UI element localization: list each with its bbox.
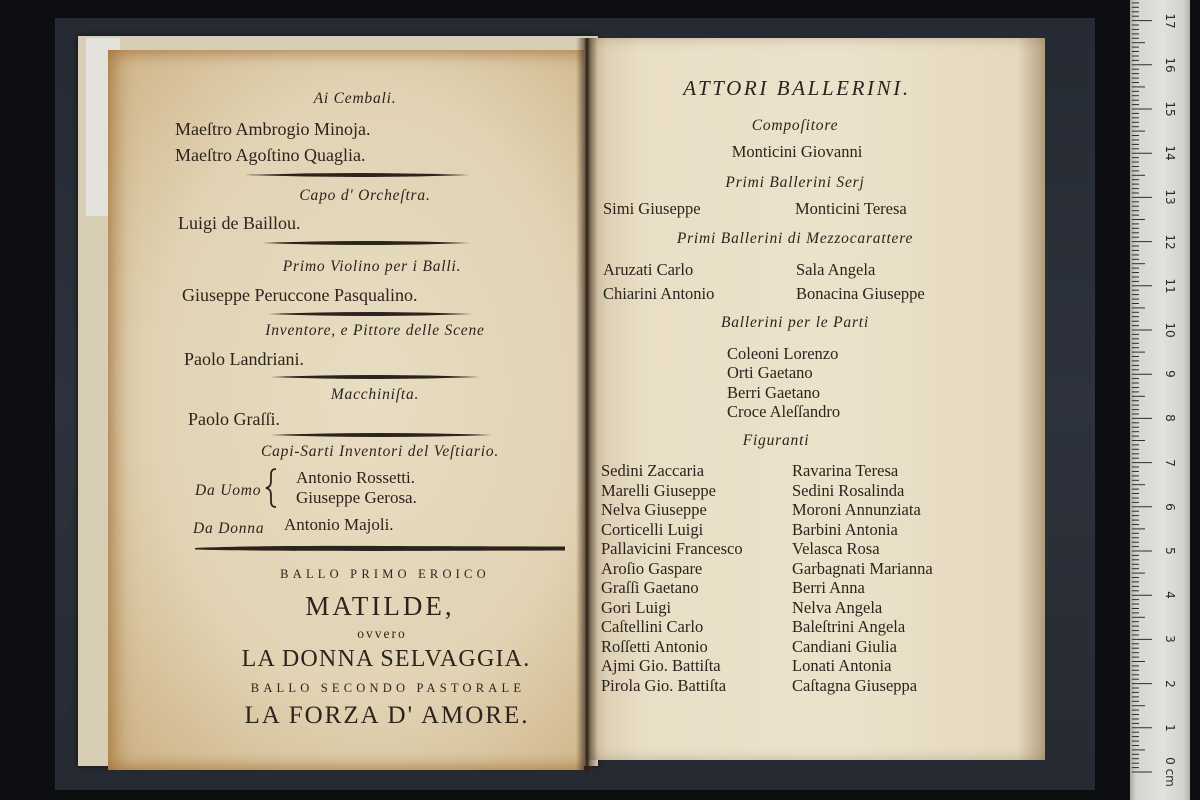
cembali-name: Maeſtro Ambrogio Minoja. [175,119,371,139]
ballo-primo-subtitle: LA DONNA SELVAGGIA. [241,646,531,672]
ballo-secondo-title: LA FORZA D' AMORE. [244,702,530,729]
figurante-name: Caſtellini Carlo [601,617,704,636]
vestiario-uomo-label: Da Uomo [195,482,262,499]
ballo-primo-kind: BALLO PRIMO EROICO [280,567,490,581]
cembali-name: Maeſtro Agoſtino Quaglia. [175,145,366,165]
figurante-name: Nelva Giuseppe [601,500,707,519]
page-title: ATTORI BALLERINI. [683,76,911,100]
figurante-name: Ajmi Gio. Battiſta [601,656,721,675]
ruler-label: 3 [1163,635,1177,644]
dancer-name: Croce Aleſſandro [727,401,841,421]
figurante-name: Lonati Antonia [792,656,892,675]
heavy-rule [195,543,565,553]
figurante-name: Pirola Gio. Battiſta [601,675,727,695]
figurante-name: Nelva Angela [792,597,883,617]
swelled-rule [268,309,472,319]
cembali-heading: Ai Cembali. [313,90,397,107]
ruler-ticks [1130,0,1190,800]
compositore-name: Monticini Giovanni [731,142,863,161]
figurante-name: Ravarina Teresa [792,461,899,480]
figurante-name: Graſſi Gaetano [601,578,699,597]
book-gutter [576,38,598,772]
ballo-primo-title: MATILDE, [305,591,455,621]
figurante-name: Candiani Giulia [792,636,897,656]
dancer-name: Chiarini Antonio [603,284,715,303]
ruler-label: 7 [1163,458,1177,467]
swelled-rule [270,372,480,382]
primo-violino-heading: Primo Violino per i Balli. [282,258,462,275]
dancer-name: Monticini Teresa [795,199,907,218]
figuranti-list [601,463,933,697]
dancer-name: Sala Angela [796,260,876,279]
ruler-label: 14 [1163,145,1177,161]
vestiario-donna-label: Da Donna [193,520,265,537]
ruler-label: 0 cm [1163,757,1177,787]
measuring-ruler [1130,0,1190,800]
compositore-heading: Compoſitore [751,117,839,134]
ballo-primo-connector: ovvero [357,626,407,641]
figurante-name: Gori Luigi [601,597,672,617]
figurante-name: Garbagnati Marianna [792,558,933,578]
figurante-name: Barbini Antonia [792,519,898,539]
ruler-label: 10 [1163,322,1177,338]
vestiario-uomo-name: Giuseppe Gerosa. [296,488,417,507]
dancer-name: Bonacina Giuseppe [796,284,925,303]
ballo-secondo-kind: BALLO SECONDO PASTORALE [250,681,526,695]
vestiario-heading: Capi-Sarti Inventori del Veſtiario. [260,443,500,460]
ruler-label: 16 [1163,57,1177,73]
ruler-label: 1 [1163,723,1177,732]
figurante-name: Baleſtrini Angela [792,617,906,636]
figurante-name: Roſſetti Antonio [601,636,708,656]
ruler-label: 12 [1163,233,1177,250]
ruler-label: 13 [1163,189,1177,206]
figurante-name: Caſtagna Giuseppa [792,675,918,695]
dancer-name: Orti Gaetano [727,363,813,383]
dancer-name: Aruzati Carlo [603,260,694,279]
figuranti-heading: Figuranti [742,432,810,449]
vestiario-donna-name: Antonio Majoli. [284,515,394,534]
figurante-name: Velasca Rosa [792,539,880,558]
ruler-label: 4 [1163,591,1177,600]
figurante-name: Moroni Annunziata [792,500,921,519]
macchinista-heading: Macchiniſta. [330,386,420,403]
ruler-label: 5 [1163,547,1177,555]
dancer-name: Berri Gaetano [727,382,820,402]
ruler-label: 15 [1163,101,1177,117]
figurante-name: Marelli Giuseppe [601,480,717,500]
ruler-label: 2 [1163,679,1177,688]
ruler-label: 11 [1163,278,1177,294]
primo-violino-name: Giuseppe Peruccone Pasqualino. [182,285,418,305]
scene-heading: Inventore, e Pittore delle Scene [265,322,485,339]
curly-brace [264,468,278,508]
figurante-name: Sedini Zaccaria [601,461,705,480]
ruler-label: 9 [1163,370,1177,379]
mezzocarattere-heading: Primi Ballerini di Mezzocarattere [676,230,914,247]
dancer-name: Simi Giuseppe [603,199,701,218]
left-page [108,50,584,770]
swelled-rule [245,170,470,180]
ruler-label: 8 [1163,414,1177,423]
scene-name: Paolo Landriani. [184,349,304,369]
parti-list [727,346,840,423]
macchinista-name: Paolo Graſſi. [188,409,280,429]
ruler-label: 6 [1163,502,1177,511]
capo-orchestra-heading: Capo d' Orcheſtra. [299,187,431,204]
figurante-name: Pallavicini Francesco [601,539,743,558]
vestiario-uomo-name: Antonio Rossetti. [296,468,416,487]
figurante-name: Corticelli Luigi [601,519,704,539]
figurante-name: Aroſio Gaspare [601,558,703,578]
figurante-name: Sedini Rosalinda [792,480,905,500]
parti-heading: Ballerini per le Parti [720,314,870,331]
figurante-name: Berri Anna [792,578,865,597]
swelled-rule [270,430,492,440]
ruler-label: 17 [1163,12,1177,29]
dancer-name: Coleoni Lorenzo [727,344,839,363]
right-page [588,38,1045,760]
swelled-rule [262,238,470,248]
capo-orchestra-name: Luigi de Baillou. [178,213,301,233]
primi-serj-heading: Primi Ballerini Serj [725,174,865,191]
